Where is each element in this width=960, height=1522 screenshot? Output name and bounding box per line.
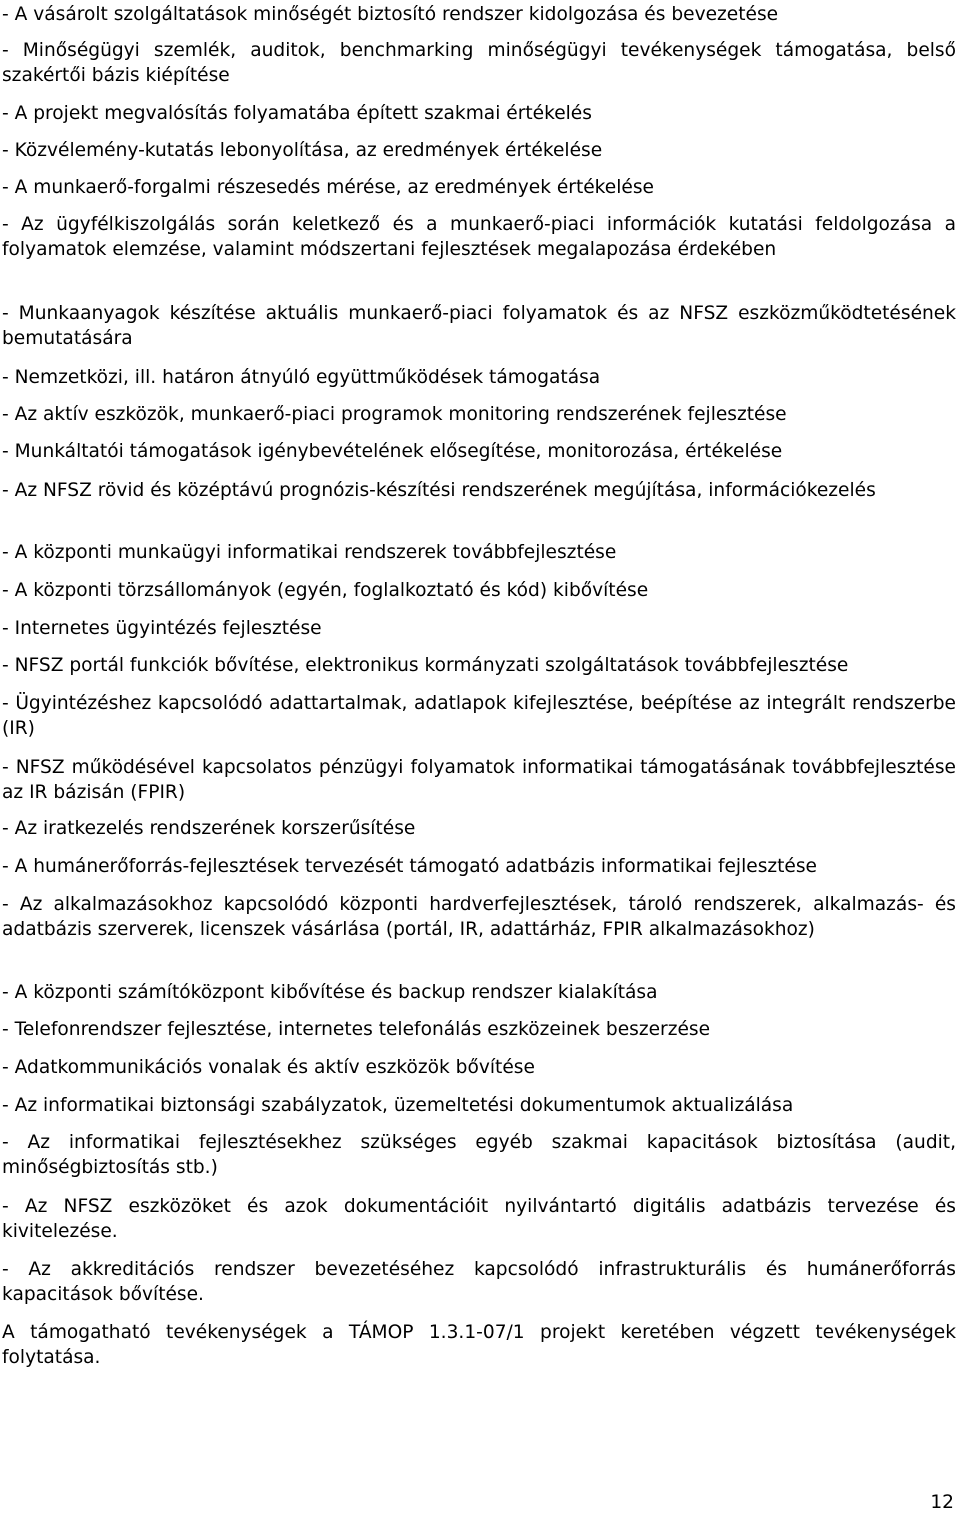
paragraph-18: - Az iratkezelés rendszerének korszerűsítése [2,818,416,839]
paragraph-5: - A munkaerő-forgalmi részesedés mérése, az eredmények értékelése [2,177,654,198]
paragraph-22: - Telefonrendszer fejlesztése, internetes telefonálás eszközeinek beszerzése [2,1019,711,1040]
paragraph-21: - A központi számítóközpont kibővítése és backup rendszer kialakítása [2,982,658,1003]
paragraph-15: - NFSZ portál funkciók bővítése, elektronikus kormányzati szolgáltatások továbbfejlesztése [2,655,849,676]
paragraph-23: - Adatkommunikációs vonalak és aktív eszközök bővítése [2,1057,535,1078]
paragraph-25: - Az informatikai fejlesztésekhez szükséges egyéb szakmai kapacitások biztosítása (audit, minőségbiztosítás stb.) [2,1132,956,1178]
paragraph-9: - Az aktív eszközök, munkaerő-piaci programok monitoring rendszerének fejlesztése [2,404,787,425]
page-number: 12 [930,1492,954,1513]
paragraph-11: - Az NFSZ rövid és középtávú prognózis-készítési rendszerének megújítása, információkezelés [2,480,876,501]
paragraph-14: - Internetes ügyintézés fejlesztése [2,618,322,639]
paragraph-17: - NFSZ működésével kapcsolatos pénzügyi folyamatok informatikai támogatásának továbbfejlesztése az IR bázisán (FPIR) [2,757,956,803]
paragraph-20: - Az alkalmazásokhoz kapcsolódó központi hardverfejlesztések, tároló rendszerek, alkalmazás- és adatbázis szerverek, licenszek vásárlása (portál, IR, adattárház, FPIR alkalmazásokhoz) [2,894,956,940]
paragraph-28: A támogatható tevékenységek a TÁMOP 1.3.1-07/1 projekt keretében végzett tevékenységek folytatása. [2,1322,956,1368]
paragraph-7: - Munkaanyagok készítése aktuális munkaerő-piaci folyamatok és az NFSZ eszközműködtetésének bemutatására [2,303,956,349]
paragraph-26: - Az NFSZ eszközöket és azok dokumentációit nyilvántartó digitális adatbázis tervezése és kivitelezése. [2,1196,956,1242]
paragraph-27: - Az akkreditációs rendszer bevezetéséhez kapcsolódó infrastrukturális és humánerőforrás kapacitások bővítése. [2,1259,956,1305]
paragraph-16: - Ügyintézéshez kapcsolódó adattartalmak, adatlapok kifejlesztése, beépítése az integrált rendszerbe (IR) [2,693,956,739]
paragraph-19: - A humánerőforrás-fejlesztések tervezését támogató adatbázis informatikai fejlesztése [2,856,818,877]
paragraph-3: - A projekt megvalósítás folyamatába épített szakmai értékelés [2,103,592,124]
paragraph-6: - Az ügyfélkiszolgálás során keletkező és a munkaerő-piaci információk kutatási feldolgozása a folyamatok elemzése, valamint módszertani fejlesztések megalapozása érdekében [2,214,956,260]
paragraph-10: - Munkáltatói támogatások igénybevételének elősegítése, monitorozása, értékelése [2,441,783,462]
paragraph-1: - A vásárolt szolgáltatások minőségét biztosító rendszer kidolgozása és bevezetése [2,4,779,25]
paragraph-4: - Közvélemény-kutatás lebonyolítása, az eredmények értékelése [2,140,603,161]
paragraph-12: - A központi munkaügyi informatikai rendszerek továbbfejlesztése [2,542,617,563]
paragraph-8: - Nemzetközi, ill. határon átnyúló együttműködések támogatása [2,367,601,388]
paragraph-2: - Minőségügyi szemlék, auditok, benchmarking minőségügyi tevékenységek támogatása, belső szakértői bázis kiépítése [2,40,956,86]
paragraph-24: - Az informatikai biztonsági szabályzatok, üzemeltetési dokumentumok aktualizálása [2,1095,794,1116]
paragraph-13: - A központi törzsállományok (egyén, foglalkoztató és kód) kibővítése [2,580,649,601]
